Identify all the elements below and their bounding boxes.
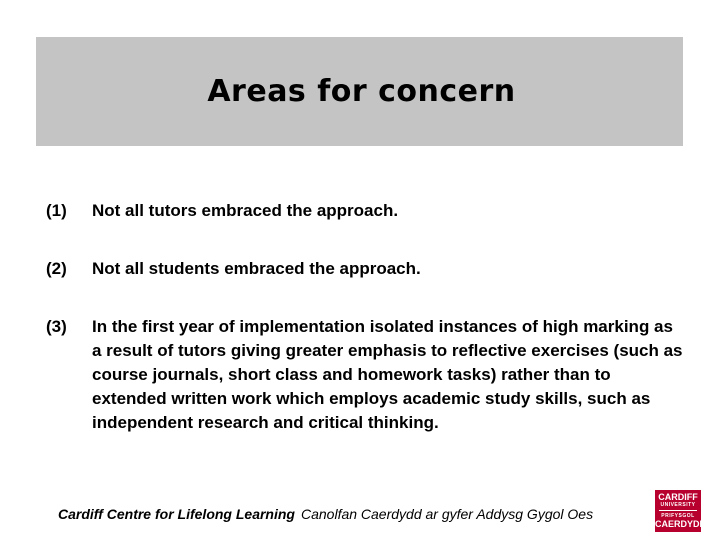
item-text: Not all students embraced the approach. xyxy=(92,259,421,278)
item-number: (1) xyxy=(46,201,67,220)
list-item xyxy=(46,257,686,281)
footer xyxy=(58,506,593,522)
item-text: In the first year of implementation isolated instances of high marking as a result of tutors giving greater emphasis to reflective exercises (such as course journals, short class and homework tasks) rather than to extended written work which employs academic study skills, such as independent research and critical thinking. xyxy=(92,317,683,432)
footer-english: Cardiff Centre for Lifelong Learning xyxy=(58,506,295,522)
item-number: (3) xyxy=(46,317,67,336)
list-item xyxy=(46,199,686,223)
footer-welsh: Canolfan Caerdydd ar gyfer Addysg Gygol Oes xyxy=(300,506,594,522)
title-banner xyxy=(36,37,683,146)
list-item xyxy=(46,315,686,435)
slide-title: Areas for concern xyxy=(207,74,516,109)
item-text: Not all tutors embraced the approach. xyxy=(92,201,399,220)
university-logo: CARDIFF UNIVERSITY PRIFYSGOL CAERDYDD xyxy=(655,490,701,532)
item-number: (2) xyxy=(46,259,67,278)
